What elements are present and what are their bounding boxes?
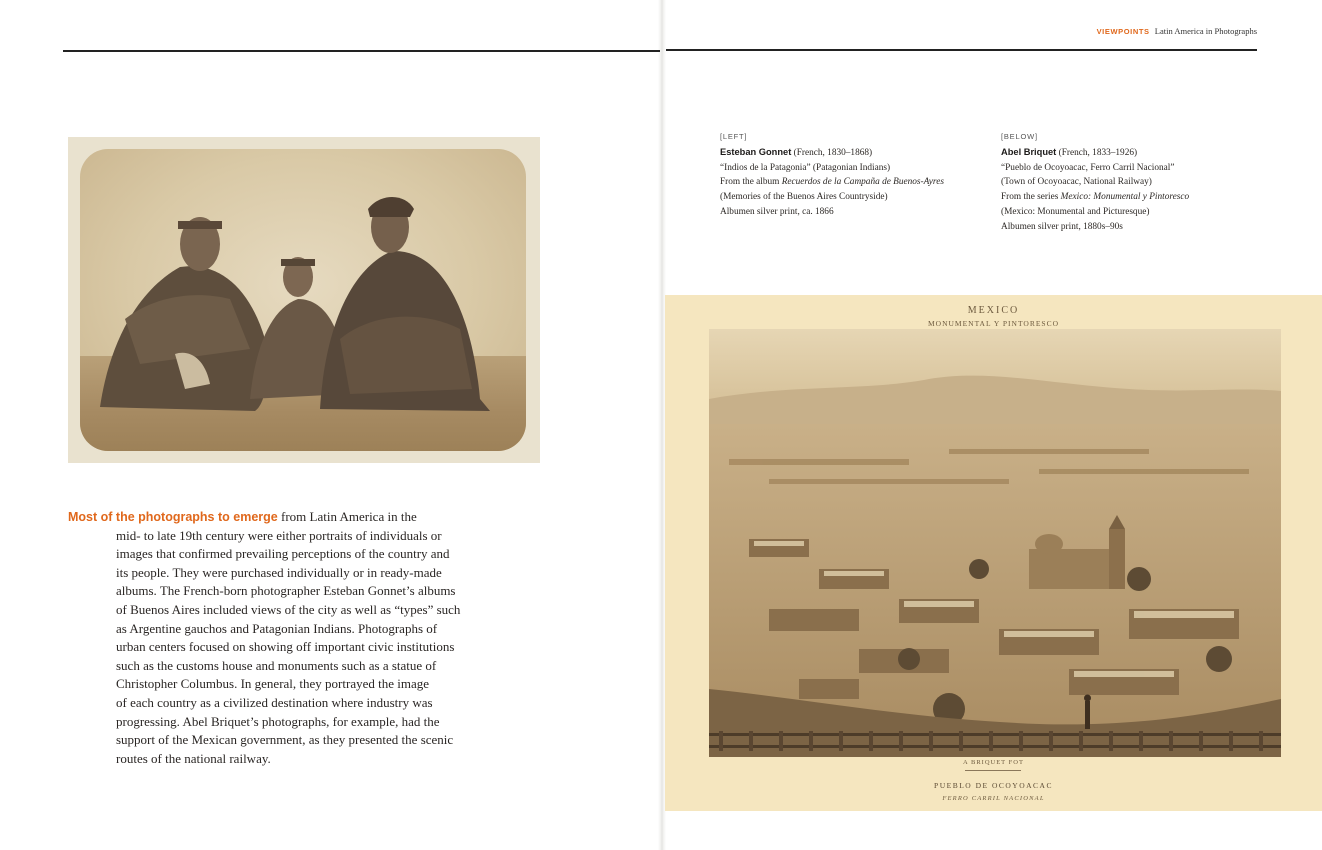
albumen-print-landscape <box>709 329 1281 757</box>
running-head-title: Latin America in Photographs <box>1154 26 1257 36</box>
caption-translation: (Town of Ocoyoacac, National Railway) <box>1001 177 1152 188</box>
caption-series-title: Mexico: Monumental y Pintoresco <box>1060 192 1190 203</box>
body-line: support of the Mexican government, as they presented the scenic <box>116 732 454 748</box>
caption-left <box>720 131 970 220</box>
caption-album-title: Recuerdos de la Campaña de Buenos-Ayres <box>781 177 944 188</box>
place-title: PUEBLO DE OCOYOACAC <box>934 781 1053 790</box>
photo-patagonian-indians <box>68 137 540 463</box>
caption-translation: (Memories of the Buenos Aires Countryside) <box>720 192 888 203</box>
decorative-rule <box>965 770 1021 771</box>
body-line: of each country as a civilized destination where industry was <box>116 694 433 710</box>
running-head <box>1097 26 1257 36</box>
artist-info: (French, 1833–1926) <box>1058 148 1138 158</box>
body-line: Most of the photographs to emerge from Latin America in the <box>68 509 417 524</box>
body-paragraph <box>68 508 478 768</box>
body-line: Christopher Columbus. In general, they portrayed the image <box>116 676 430 692</box>
railway-title: FERRO CARRIL NACIONAL <box>942 795 1045 802</box>
artist-name: Esteban Gonnet <box>720 147 792 157</box>
town-landscape-illustration <box>709 329 1281 757</box>
photo-pueblo-de-ocoyoacac <box>665 295 1322 811</box>
body-line: routes of the national railway. <box>116 750 271 766</box>
top-rule-left <box>63 50 660 52</box>
body-line: as Argentine gauchos and Patagonian Indians. Photographs of <box>116 620 438 636</box>
caption-source-prefix: From the album <box>720 177 782 188</box>
artist-info: (French, 1830–1868) <box>793 148 873 158</box>
body-line: progressing. Abel Briquet’s photographs, for example, had the <box>116 713 440 729</box>
caption-tag: [BELOW] <box>1001 132 1038 141</box>
albumen-print-portrait <box>80 149 526 451</box>
photographer-credit: A BRIQUET FOT <box>963 759 1024 766</box>
mount-title: MEXICO <box>967 305 1020 316</box>
caption-below <box>1001 131 1251 234</box>
caption-title: “Pueblo de Ocoyoacac, Ferro Carril Nacional” <box>1001 162 1175 173</box>
body-line: images that confirmed prevailing perceptions of the country and <box>116 546 450 562</box>
body-line: its people. They were purchased individually or in ready-made <box>116 564 442 580</box>
caption-series-translation: (Mexico: Monumental and Picturesque) <box>1001 206 1150 217</box>
artist-name: Abel Briquet <box>1001 147 1057 157</box>
caption-title: “Indios de la Patagonia” (Patagonian Indians) <box>720 162 891 173</box>
three-figures-illustration <box>80 149 526 451</box>
body-line: mid- to late 19th century were either portraits of individuals or <box>116 527 442 543</box>
caption-medium: Albumen silver print, ca. 1866 <box>720 206 834 217</box>
body-line: of Buenos Aires included views of the city as well as “types” such <box>116 601 461 617</box>
body-line: albums. The French-born photographer Esteban Gonnet’s albums <box>116 583 456 599</box>
body-line: urban centers focused on showing off important civic institutions <box>116 639 455 655</box>
body-line: such as the customs house and monuments such as a statue of <box>116 657 437 673</box>
caption-source-prefix: From the series <box>1001 192 1061 203</box>
caption-medium: Albumen silver print, 1880s–90s <box>1001 221 1123 232</box>
mount-subtitle: MONUMENTAL Y PINTORESCO <box>927 319 1059 328</box>
lead-in: Most of the photographs to emerge <box>68 510 278 524</box>
section-label: VIEWPOINTS <box>1096 27 1150 36</box>
top-rule-right <box>666 49 1257 51</box>
caption-tag: [LEFT] <box>720 132 748 141</box>
